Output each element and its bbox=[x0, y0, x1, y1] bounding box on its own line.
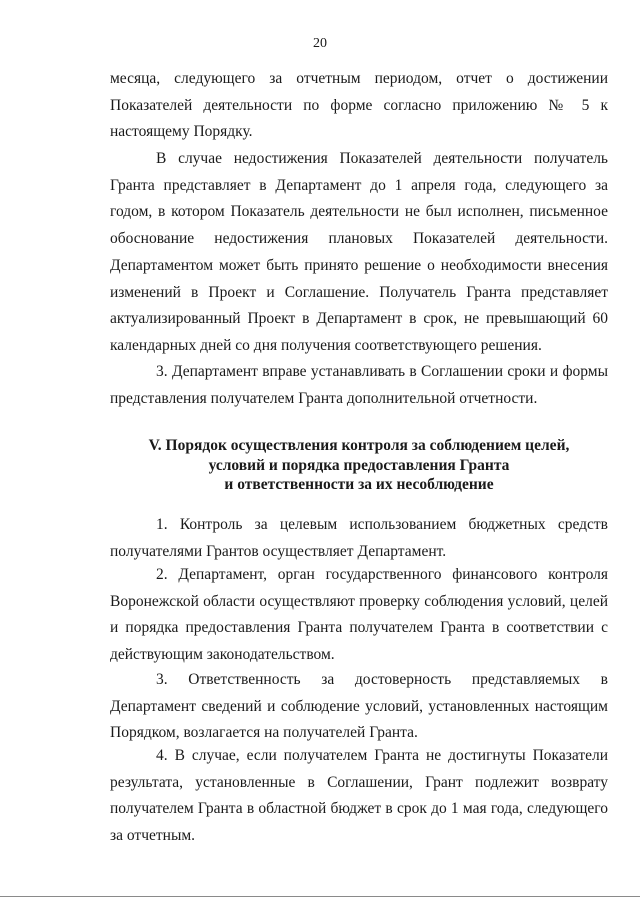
section-heading bbox=[110, 436, 608, 495]
section-heading-line-3: и ответственности за их несоблюдение bbox=[224, 476, 494, 493]
paragraph-control-item-4: 4. В случае, если получателем Гранта не достигнуты Показатели результата, установленные в Соглашении, Грант подлежит возврату получателем Гранта в областной бюджет в срок до 1 мая года, следующего за отчетным. bbox=[110, 747, 608, 845]
paragraph-control-item-2: 2. Департамент, орган государственного финансового контроля Воронежской области осуществляют проверку соблюдения условий, целей и порядка предоставления Гранта получателем Гранта в соответствии с действующим законодательством. bbox=[110, 566, 608, 664]
section-heading-line-1: V. Порядок осуществления контроля за соблюдением целей, bbox=[148, 437, 570, 454]
page-bottom-rule bbox=[0, 896, 640, 897]
page-number: 20 bbox=[313, 36, 327, 51]
section-heading-line-2: условий и порядка предоставления Гранта bbox=[208, 456, 510, 474]
paragraph-non-achievement: В случае недостижения Показателей деятельности получатель Гранта представляет в Департамент до 1 апреля года, следующего за годом, в котором Показатель деятельности не был исполнен, письменное обоснование недостижения плановых Показателей деятельности. Департаментом может быть принято решение о необходимости внесения изменений в Проект и Соглашение. Получатель Гранта представляет актуализированный Проект в Департамент в срок, не превышающий 60 календарных дней со дня получения соответствующего решения. bbox=[110, 150, 608, 354]
paragraph-additional-reporting: 3. Департамент вправе устанавливать в Соглашении сроки и формы представления получателем Гранта дополнительной отчетности. bbox=[110, 363, 608, 407]
paragraph-control-item-3: 3. Ответственность за достоверность представляемых в Департамент сведений и соблюдение условий, установленных настоящим Порядком, возлагается на получателей Гранта. bbox=[110, 671, 608, 742]
paragraph-report-deadline: месяца, следующего за отчетным периодом, отчет о достижении Показателей деятельности по форме согласно приложению № 5 к настоящему Порядку. bbox=[110, 70, 608, 141]
paragraph-control-item-1: 1. Контроль за целевым использованием бюджетных средств получателями Грантов осуществляет Департамент. bbox=[110, 516, 608, 560]
